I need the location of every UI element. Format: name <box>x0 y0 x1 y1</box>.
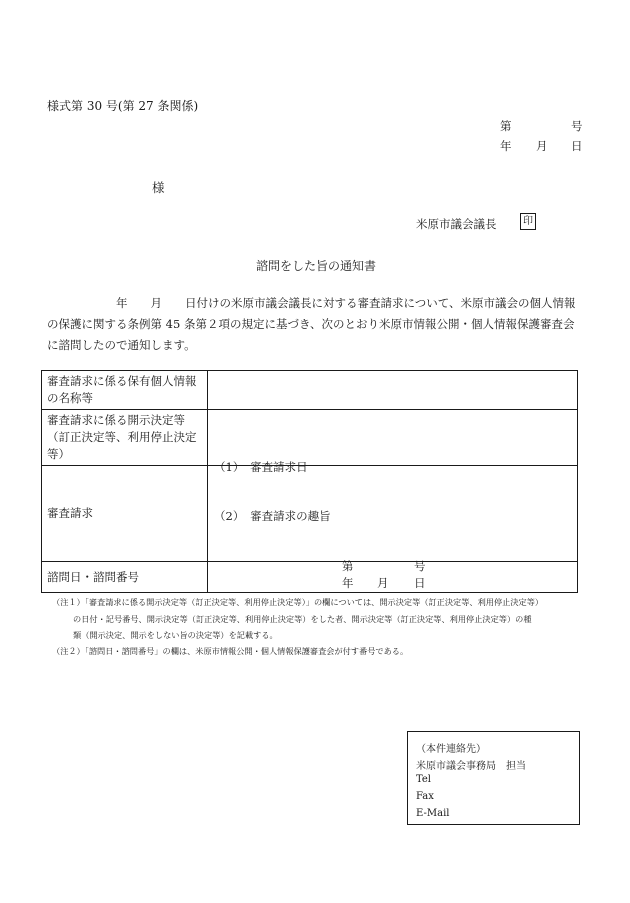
request-date-label: （1） 審査請求日 <box>214 460 308 474</box>
row2-label: 審査請求に係る開示決定等（訂正決定等、利用停止決定等） <box>42 410 208 466</box>
number-dai: 第 <box>500 119 512 133</box>
consultation-table <box>41 370 578 593</box>
contact-email: E-Mail <box>416 808 450 819</box>
note-1: （注１）「審査請求に係る開示決定等（訂正決定等、利用停止決定等）」の欄については、開示決定等（訂正決定等、利用停止決定等） <box>52 597 544 607</box>
seal-stamp: 印 <box>520 213 536 230</box>
date-year: 年 <box>500 139 512 153</box>
contact-heading: （本件連絡先） <box>416 744 486 755</box>
date-month: 月 <box>536 139 548 153</box>
form-number: 様式第 30 号(第 27 条関係) <box>47 99 199 113</box>
body-line: 年 月 日付けの米原市議会議長に対する審査請求について、米原市議会の個人情報 <box>47 296 576 310</box>
consult-number-go: 号 <box>414 559 426 573</box>
body-line: に諮問したので通知します。 <box>47 338 196 352</box>
row2-value <box>208 410 578 466</box>
table-row <box>42 410 578 466</box>
table-row <box>42 371 578 410</box>
body-paragraph <box>47 293 587 356</box>
number-go: 号 <box>571 119 583 133</box>
contact-tel: Tel <box>416 774 432 785</box>
request-purpose-label: （2） 審査請求の趣旨 <box>214 509 331 523</box>
contact-box <box>407 731 580 825</box>
contact-office: 米原市議会事務局 担当 <box>416 761 526 772</box>
note-1-cont: の日付・記号番号、開示決定等（訂正決定等、利用停止決定等）をした者、開示決定等（訂正決定等、利用停止決定等）の種 <box>73 614 532 624</box>
note-1-cont: 類（開示決定、開示をしない旨の決定等）を記載する。 <box>73 630 278 640</box>
row3-label: 審査請求 <box>42 466 208 562</box>
document-title: 諮問をした旨の通知書 <box>256 259 377 273</box>
row4-value <box>208 562 578 593</box>
row4-label: 諮問日・諮問番号 <box>42 562 208 593</box>
note-2: （注２）「諮問日・諮問番号」の欄は、米原市情報公開・個人情報保護審査会が付す番号である。 <box>52 646 409 656</box>
date-day: 日 <box>571 139 583 153</box>
consult-date-month: 月 <box>377 576 389 590</box>
recipient-suffix: 様 <box>152 180 165 195</box>
consult-date-day: 日 <box>414 576 426 590</box>
body-line: の保護に関する条例第 45 条第２項の規定に基づき、次のとおり米原市情報公開・個人情報保護審査会 <box>47 317 575 331</box>
row1-label: 審査請求に係る保有個人情報の名称等 <box>42 371 208 410</box>
sender-name: 米原市議会議長 <box>416 217 497 231</box>
row1-value <box>208 371 578 410</box>
contact-fax: Fax <box>416 791 434 802</box>
consult-number-dai: 第 <box>342 559 354 573</box>
table-row <box>42 562 578 593</box>
consult-date-year: 年 <box>342 576 354 590</box>
